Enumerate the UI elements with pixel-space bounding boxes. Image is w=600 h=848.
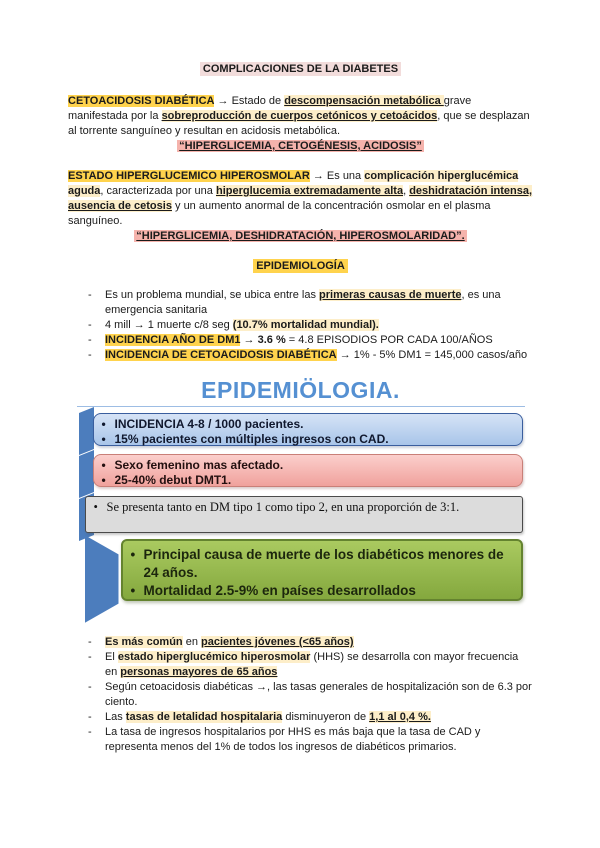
epidemiologia-slide-image xyxy=(77,377,525,625)
text-segment: La tasa de ingresos hospitalarios por HHS es más baja que la tasa de CAD y representa menos del 1% de todos los ingresos de diabéticos primarios. xyxy=(105,726,481,753)
text-segment: (10.7% mortalidad mundial). xyxy=(232,319,379,331)
slide-box-sexo xyxy=(93,454,523,487)
dot-bullet: • xyxy=(130,547,136,562)
list-item-text xyxy=(105,333,533,348)
text-segment: Las xyxy=(105,711,126,723)
list-item-text xyxy=(105,680,533,710)
text-segment: estado hiperglucémico hiperosmolar xyxy=(117,651,311,663)
list-item xyxy=(68,348,533,363)
slide-bullet xyxy=(131,582,513,600)
text-segment: en xyxy=(182,636,201,648)
text-segment: 4 mill → 1 muerte c/8 seg xyxy=(105,319,233,331)
dash-bullet: - xyxy=(88,726,92,738)
list-item-text xyxy=(105,318,533,333)
slide-box-proporcion xyxy=(85,496,523,533)
list-item-text xyxy=(105,635,533,650)
dot-bullet: • xyxy=(101,432,106,446)
page-title xyxy=(68,62,533,77)
text-segment: CETOACIDOSIS DIABÉTICA xyxy=(68,95,215,107)
text-segment: Es un problema mundial, se ubica entre las xyxy=(105,289,320,301)
text-segment: disminuyeron de xyxy=(282,711,370,723)
dot-bullet: • xyxy=(130,583,136,598)
slide-bullet xyxy=(102,458,514,473)
dot-bullet: • xyxy=(101,473,106,487)
dot-bullet: • xyxy=(101,458,106,472)
text-segment: Según cetoacidosis diabéticas →, las tasas generales de hospitalización son de 6.3 por ciento. xyxy=(105,681,532,708)
text-segment: 3.6 % xyxy=(257,334,286,346)
dot-bullet: • xyxy=(101,417,106,431)
slide-bullet-text: INCIDENCIA 4-8 / 1000 pacientes. xyxy=(114,417,304,431)
para-hiperosmolar xyxy=(68,169,533,229)
dash-bullet: - xyxy=(88,334,92,346)
ribbon-decoration xyxy=(79,450,94,498)
slide-bullet xyxy=(102,473,514,488)
text-segment: = 4.8 EPISODIOS POR CADA 100/AÑOS xyxy=(285,334,493,346)
ribbon-decoration xyxy=(79,407,94,455)
text-segment: y un aumento anormal de la concentración osmolar en el plasma sanguíneo. xyxy=(68,200,491,227)
list-item xyxy=(68,318,533,333)
slide-box-mortalidad xyxy=(121,539,523,601)
text-segment: deshidratación intensa, xyxy=(409,185,533,197)
slide-bullet xyxy=(131,546,513,582)
text-segment: pacientes jóvenes (<65 años) xyxy=(201,636,354,648)
list-item-text xyxy=(105,348,533,363)
text-segment: (HHS) se desarrolla con mayor frecuencia en xyxy=(105,651,519,678)
slide-bullet xyxy=(94,500,514,515)
dash-bullet: - xyxy=(88,711,92,723)
section-heading-epidemiologia xyxy=(68,259,533,274)
text-segment: ESTADO HIPERGLUCEMICO HIPEROSMOLAR xyxy=(68,170,310,182)
list-item xyxy=(68,635,533,650)
text-segment: , es una emergencia sanitaria xyxy=(105,289,501,316)
quote-cetogenesis xyxy=(68,139,533,154)
slide-bullet xyxy=(102,432,514,447)
text-segment: sobreproducción de cuerpos cetónicos y cetoácidos xyxy=(161,110,438,122)
list-item-text xyxy=(105,710,533,725)
list-item xyxy=(68,650,533,680)
list-item-text xyxy=(105,288,533,318)
quote-hiperosmolaridad-text: “HIPERGLICEMIA, DESHIDRATACIÓN, HIPEROSMOLARIDAD”. xyxy=(136,230,465,242)
text-segment: INCIDENCIA AÑO DE DM1 xyxy=(105,334,241,346)
slide-bullet-text: Principal causa de muerte de los diabéticos menores de 24 años. xyxy=(143,547,504,580)
list-item xyxy=(68,288,533,318)
slide-bullet-text: 25-40% debut DMT1. xyxy=(114,473,232,487)
epidemiology-list xyxy=(68,288,533,363)
quote-cetogenesis-text: “HIPERGLICEMIA, CETOGÉNESIS, ACIDOSIS” xyxy=(179,140,422,152)
text-segment: 1,1 al 0,4 %. xyxy=(369,711,431,723)
text-segment: personas mayores de 65 años xyxy=(120,666,278,678)
text-segment: El xyxy=(105,651,118,663)
dot-bullet: • xyxy=(93,500,98,514)
slide-bullet-text: Sexo femenino mas afectado. xyxy=(114,458,284,472)
dash-bullet: - xyxy=(88,651,92,663)
text-segment: → Es una xyxy=(309,170,365,182)
slide-title: EPIDEMIÖLOGIA. xyxy=(77,377,525,407)
text-segment: tasas de letalidad hospitalaria xyxy=(125,711,283,723)
section-heading-text: EPIDEMIOLOGÍA xyxy=(253,259,348,273)
list-item xyxy=(68,725,533,755)
list-item xyxy=(68,333,533,348)
comparison-list xyxy=(68,635,533,755)
slide-bullet-text: Se presenta tanto en DM tipo 1 como tipo 2, en una proporción de 3:1. xyxy=(106,500,460,514)
dash-bullet: - xyxy=(88,349,92,361)
text-segment: descompensación metabólica xyxy=(284,95,444,107)
text-segment: complicación hiperglucémica aguda xyxy=(68,170,519,197)
text-segment: grave manifestada por la xyxy=(68,95,472,122)
text-segment: INCIDENCIA DE CETOACIDOSIS DIABÉTICA xyxy=(105,349,337,361)
slide-bullet-text: Mortalidad 2.5-9% en países desarrollados xyxy=(143,583,416,598)
text-segment: → Estado de xyxy=(214,95,285,107)
list-item-text xyxy=(105,725,533,755)
list-item xyxy=(68,710,533,725)
dash-bullet: - xyxy=(88,289,92,301)
text-segment: ausencia de cetosis xyxy=(68,200,172,212)
text-segment: hiperglucemia extremadamente alta xyxy=(215,185,404,197)
text-segment: → 1% - 5% DM1 = 145,000 casos/año xyxy=(336,349,528,361)
quote-hiperosmolaridad xyxy=(68,229,533,244)
arrow-decoration xyxy=(85,535,119,623)
text-segment: , xyxy=(403,185,410,197)
slide-box-incidencia xyxy=(93,413,523,446)
list-item-text xyxy=(105,650,533,680)
page-title-text: COMPLICACIONES DE LA DIABETES xyxy=(200,62,401,76)
text-segment: , caracterizada por una xyxy=(100,185,216,197)
slide-bullet-text: 15% pacientes con múltiples ingresos con CAD. xyxy=(114,432,389,446)
text-segment: primeras causas de muerte xyxy=(319,289,462,301)
para-cetoacidosis xyxy=(68,94,533,139)
dash-bullet: - xyxy=(88,636,92,648)
dash-bullet: - xyxy=(88,319,92,331)
list-item xyxy=(68,680,533,710)
slide-bullet xyxy=(102,417,514,432)
text-segment: → xyxy=(240,334,258,346)
text-segment: Es más común xyxy=(105,636,183,648)
text-segment: , que se desplazan al torrente sanguíneo y resultan en acidosis metabólica. xyxy=(68,110,530,137)
dash-bullet: - xyxy=(88,681,92,693)
